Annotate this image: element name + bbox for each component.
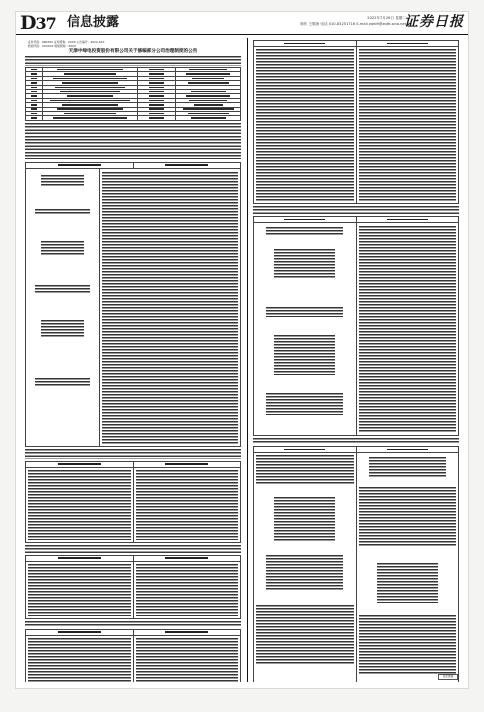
right-paragraph-1	[253, 206, 459, 214]
announcement-title: 天津中绿电投资股份有限公司关于修编部分公司治理制度的公告	[68, 49, 198, 54]
table-cell	[43, 116, 138, 120]
comparison-table-2	[25, 461, 241, 543]
intro-paragraph	[25, 56, 241, 66]
stock-code-line: 证券代码：600XXX 证券简称：XXXX 公告编号：2022-XXX	[28, 40, 105, 44]
page-number	[20, 12, 56, 34]
masthead-contact: 制作 王敬涛 电话 010-83251716 E-mail zqrb9@zqrb.sina.net	[300, 21, 406, 26]
page-letter: D	[20, 12, 36, 34]
newspaper-page	[16, 12, 468, 688]
comparison-table-3	[25, 555, 241, 619]
comparison-table-1	[25, 162, 241, 447]
column-divider	[247, 38, 248, 682]
table-row	[26, 116, 241, 120]
comparison-table-5	[253, 40, 459, 204]
page-body	[22, 38, 462, 682]
section-paragraph-3	[25, 621, 241, 627]
comparison-table-4	[25, 629, 241, 682]
section-paragraph-2	[25, 545, 241, 553]
masthead-meta	[300, 16, 406, 27]
left-column	[22, 38, 244, 682]
notes-paragraph	[25, 123, 241, 159]
footer-mark: 信息披露	[438, 674, 458, 680]
comparison-table-7	[253, 446, 459, 682]
bond-code-line: 转债代码：XXXXXX 转债简称：XXXX	[28, 44, 77, 48]
right-paragraph-2	[253, 438, 459, 444]
masthead-date: 2022年7月26日 星期二	[367, 16, 406, 20]
paper-logo: 证券日报	[404, 14, 464, 30]
page-number-digits: 37	[35, 14, 56, 33]
summary-table	[25, 67, 241, 121]
announcement-codes	[28, 40, 244, 48]
table-cell	[176, 116, 241, 120]
masthead	[16, 12, 468, 35]
table-cell	[26, 116, 43, 120]
comparison-table-6	[253, 216, 459, 436]
section-title: 信息披露	[67, 15, 120, 30]
right-column	[250, 38, 462, 682]
table-cell	[137, 116, 176, 120]
section-paragraph-1	[25, 449, 241, 459]
